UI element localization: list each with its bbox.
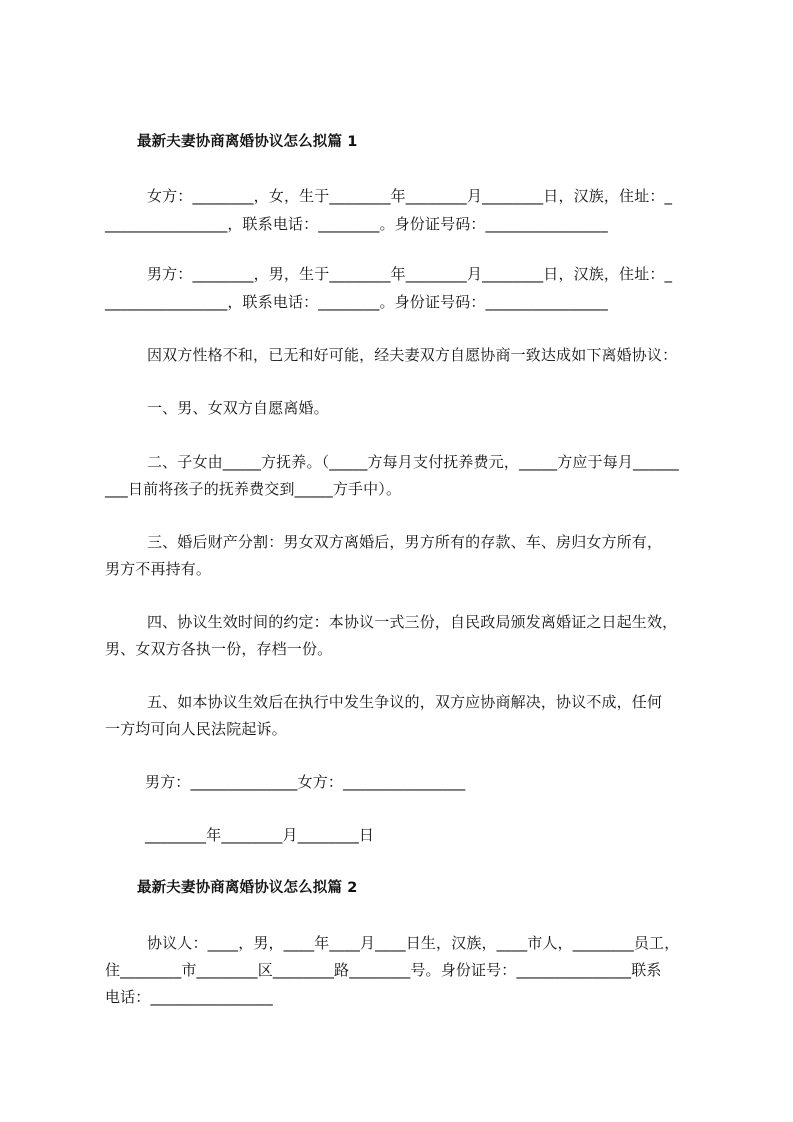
clause-2-line-1: 二、子女由_____方抚养。（_____方每月支付抚养费元，_____方应于每月______ <box>147 453 679 471</box>
clause-2-line-2: ___日前将孩子的抚养费交到_____方手中）。 <box>105 480 402 498</box>
clause-1: 一、男、女双方自愿离婚。 <box>147 399 329 417</box>
female-info-line-1: 女方：________，女，生于________年________月________日，汉族，住址：_ <box>147 187 673 205</box>
clause-5-line-1: 五、如本协议生效后在执行中发生争议的，双方应协商解决，协议不成，任何 <box>147 693 663 711</box>
female-info-line-2: ________________，联系电话：________。身份证号码：________________ <box>105 215 608 233</box>
clause-4-line-2: 男、女双方各执一份，存档一份。 <box>105 640 333 658</box>
clause-5-line-2: 一方均可向人民法院起诉。 <box>105 720 287 738</box>
male-info-line-1: 男方：________，男，生于________年________月________日，汉族，住址：_ <box>147 265 673 283</box>
clause-3-line-1: 三、婚后财产分割：男女双方离婚后，男方所有的存款、车、房归女方所有， <box>147 533 663 551</box>
party-line-3: 电话：________________ <box>105 988 273 1006</box>
agreement-intro: 因双方性格不和，已无和好可能，经夫妻双方自愿协商一致达成如下离婚协议： <box>147 346 678 364</box>
clause-4-line-1: 四、协议生效时间的约定：本协议一式三份，自民政局颁发离婚证之日起生效， <box>147 613 678 631</box>
date-line: ________年________月________日 <box>145 826 375 844</box>
section-2-title: 最新夫妻协商离婚协议怎么拟篇 2 <box>137 880 358 896</box>
male-info-line-2: ________________，联系电话：________。身份证号码：________________ <box>105 293 608 311</box>
section-1-title: 最新夫妻协商离婚协议怎么拟篇 1 <box>137 134 358 150</box>
signature-line: 男方：______________女方：________________ <box>145 773 466 791</box>
party-line-2: 住________市________区________路________号。身份证号：_______________联系 <box>105 961 662 979</box>
clause-3-line-2: 男方不再持有。 <box>105 560 212 578</box>
party-line-1: 协议人：____，男，____年____月____日生，汉族，____市人，________员工， <box>147 934 680 952</box>
